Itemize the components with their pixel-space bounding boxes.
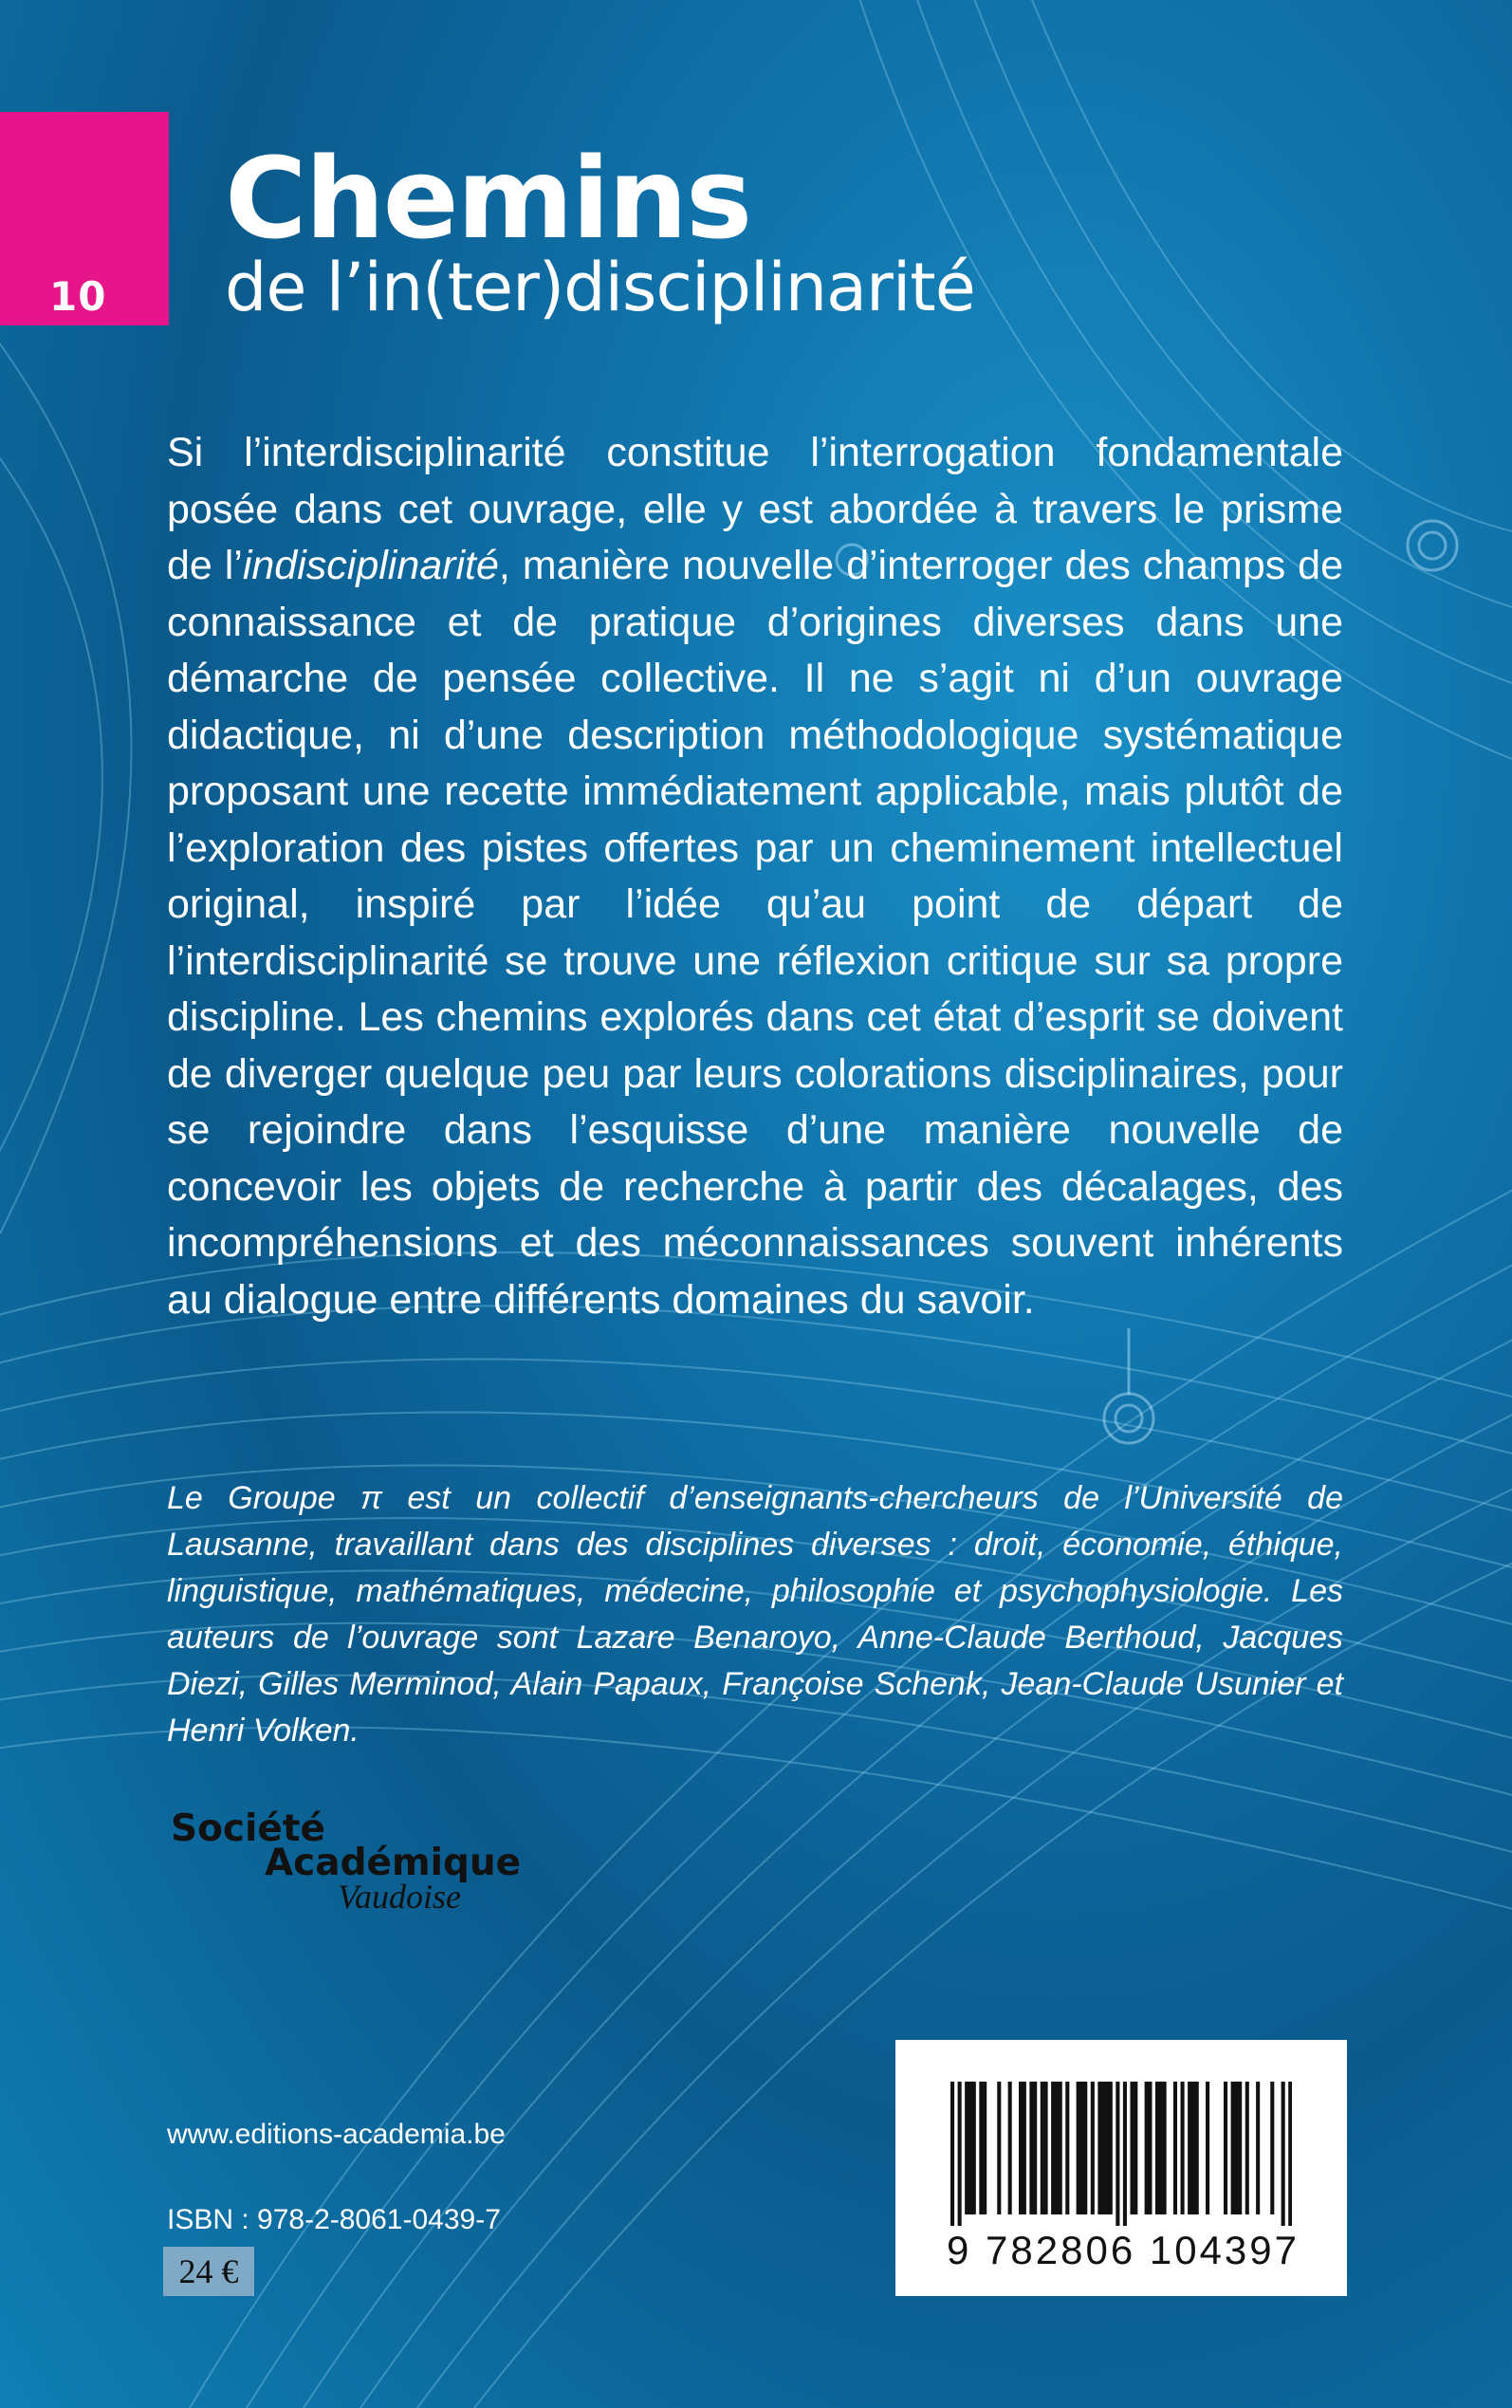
- summary-text-start: Si l’interdisciplinarité constitue l’interrogation fondamentale posée dans cet ouvrage, elle y est abordée à travers le prisme de l’: [167, 430, 1343, 588]
- barcode-bar: [1270, 2082, 1274, 2214]
- barcode-bar: [1055, 2082, 1059, 2214]
- logo-line-3: Vaudoise: [338, 1878, 461, 1916]
- barcode-bar: [1145, 2082, 1149, 2214]
- summary-emphasis: indisciplinarité: [242, 543, 499, 588]
- barcode-bar: [1191, 2082, 1195, 2214]
- barcode-bar: [1033, 2082, 1037, 2214]
- barcode-bars: [950, 2082, 1292, 2226]
- price-tag: 24 €: [163, 2247, 254, 2296]
- barcode-bar: [972, 2082, 976, 2214]
- barcode-bar: [1238, 2082, 1242, 2214]
- book-subtitle: de l’in(ter)disciplinarité: [225, 249, 975, 326]
- barcode-bar: [1109, 2082, 1113, 2214]
- barcode-bar: [1206, 2082, 1209, 2214]
- barcode-bar: [1044, 2082, 1048, 2214]
- summary-text-end: , manière nouvelle d’interroger des champs de connaissance et de pratique d’origines diverses dans une démarche de pensée collective. Il ne s’agit ni d’un ouvrage didactique, ni d’une description méthodologique systématique proposant une recette immédiatement applicable, mais plutôt de l’exploration des pistes offertes par un cheminement intellectuel original, inspiré par l’idée qu’au point de départ de l’interdisciplinarité se trouve une réflexion critique sur sa propre discipline. Les chemins explorés dans cet état d’esprit se doivent de diverger quelque peu par leurs colorations disciplinaires, pour se rejoindre dans l’esquisse d’une manière nouvelle de concevoir les objets de recherche à partir des décalages, des incompréhensions et des méconnaissances souvent inhérents au dialogue entre différents domaines du savoir.: [167, 543, 1343, 1323]
- barcode-bar: [1181, 2082, 1185, 2214]
- barcode-bar: [1079, 2082, 1083, 2214]
- barcode-bar: [983, 2082, 986, 2214]
- barcode-bar: [1256, 2082, 1260, 2214]
- barcode-bar: [1173, 2082, 1177, 2214]
- barcode-bar: [1148, 2082, 1152, 2214]
- barcode-bar: [1029, 2082, 1033, 2214]
- barcode-bar: [1019, 2082, 1023, 2214]
- logo-line-2: Académique: [265, 1842, 522, 1884]
- barcode-bar: [1101, 2082, 1105, 2214]
- barcode-bar: [950, 2082, 954, 2226]
- barcode-bar: [1155, 2082, 1159, 2214]
- book-summary: [167, 425, 1343, 1328]
- barcode-bar: [1059, 2082, 1062, 2214]
- barcode-bar: [958, 2082, 962, 2226]
- barcode-bar: [1282, 2082, 1285, 2226]
- barcode: [895, 2040, 1347, 2296]
- barcode-bar: [1091, 2082, 1095, 2214]
- barcode-bar: [965, 2082, 968, 2214]
- barcode-bar: [1188, 2082, 1191, 2214]
- barcode-bar: [1041, 2082, 1044, 2214]
- barcode-bar: [1163, 2082, 1167, 2214]
- barcode-bar: [1083, 2082, 1087, 2214]
- barcode-bar: [1224, 2082, 1227, 2214]
- barcode-bar: [1288, 2082, 1292, 2226]
- book-title: Chemins: [225, 133, 751, 264]
- publisher-logo: [171, 1807, 522, 1916]
- series-number: 10: [49, 273, 107, 320]
- barcode-bar: [1234, 2082, 1238, 2214]
- barcode-bar: [968, 2082, 972, 2214]
- barcode-bar: [1116, 2082, 1119, 2226]
- barcode-bar: [1195, 2082, 1199, 2214]
- barcode-bar: [997, 2082, 1001, 2214]
- barcode-bar: [1065, 2082, 1069, 2214]
- barcode-bar: [1231, 2082, 1235, 2214]
- barcode-bar: [1105, 2082, 1109, 2214]
- authors-blurb: Le Groupe π est un collectif d’enseignants-chercheurs de l’Université de Lausanne, travaillant dans des disciplines diverses : droit, économie, éthique, linguistique, mathématiques, médecine, philosophie et psychophysiologie. Les auteurs de l’ouvrage sont Lazare Benaroyo, Anne-Claude Berthoud, Jacques Diezi, Gilles Merminod, Alain Papaux, Françoise Schenk, Jean-Claude Usunier et Henri Volken.: [167, 1480, 1343, 1749]
- barcode-bar: [1134, 2082, 1137, 2214]
- barcode-bar: [1077, 2082, 1080, 2214]
- barcode-bar: [1245, 2082, 1249, 2214]
- barcode-bar: [1051, 2082, 1055, 2214]
- barcode-bar: [1097, 2082, 1101, 2214]
- barcode-bar: [1159, 2082, 1163, 2214]
- barcode-bar: [1023, 2082, 1026, 2214]
- barcode-bar: [979, 2082, 983, 2214]
- barcode-bar: [1008, 2082, 1012, 2214]
- isbn: ISBN : 978-2-8061-0439-7: [167, 2204, 501, 2235]
- publisher-website: www.editions-academia.be: [167, 2119, 506, 2150]
- logo-line-1: Société: [171, 1807, 325, 1850]
- barcode-bar: [1123, 2082, 1127, 2226]
- barcode-bar: [1130, 2082, 1134, 2214]
- barcode-digits: 9 782806 104397: [947, 2228, 1300, 2272]
